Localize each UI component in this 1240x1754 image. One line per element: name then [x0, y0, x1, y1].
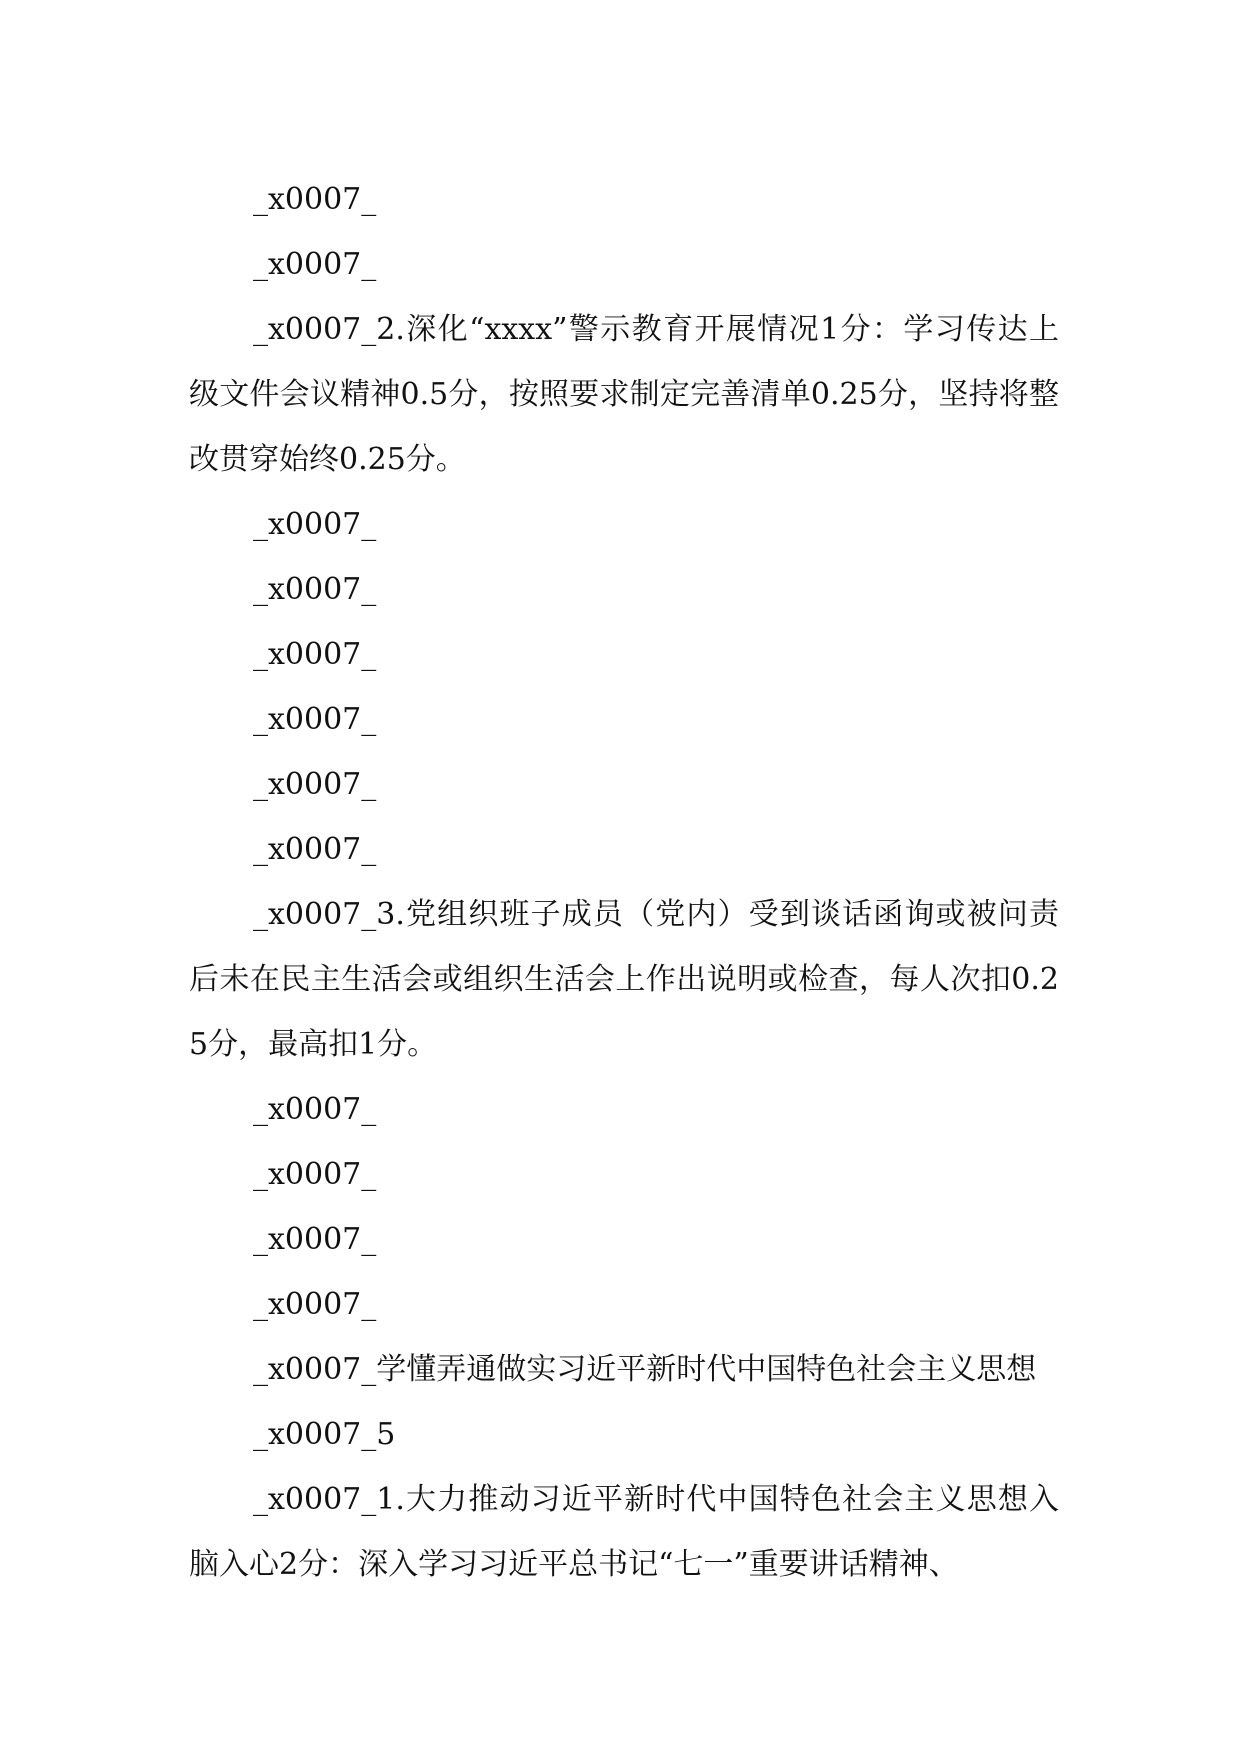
paragraph: _x0007_ [253, 767, 377, 802]
paragraph: _x0007_ [253, 702, 377, 737]
paragraph: _x0007_ [253, 1157, 377, 1192]
paragraph: _x0007_ [253, 1222, 377, 1257]
paragraph: _x0007_5 [253, 1417, 396, 1452]
paragraph: _x0007_ [253, 1092, 377, 1127]
paragraph: _x0007_ [253, 832, 377, 867]
document-body [189, 167, 1059, 1597]
paragraph: _x0007_ [253, 637, 377, 672]
paragraph: _x0007_ [253, 247, 377, 282]
paragraph: _x0007_3.党组织班子成员（党内）受到谈话函询或被问责后未在民主生活会或组织生活会上作出说明或检查，每人次扣0.25分，最高扣1分。 [189, 897, 1059, 1062]
paragraph: _x0007_ [253, 572, 377, 607]
paragraph: _x0007_1.大力推动习近平新时代中国特色社会主义思想入脑入心2分：深入学习习近平总书记“七一”重要讲话精神、 [189, 1482, 1059, 1582]
paragraph: _x0007_2.深化“xxxx”警示教育开展情况1分：学习传达上级文件会议精神0.5分，按照要求制定完善清单0.25分，坚持将整改贯穿始终0.25分。 [189, 312, 1059, 477]
paragraph: _x0007_ [253, 182, 377, 217]
paragraph: _x0007_ [253, 1287, 377, 1322]
paragraph: _x0007_ [253, 507, 377, 542]
paragraph: _x0007_学懂弄通做实习近平新时代中国特色社会主义思想 [253, 1352, 1037, 1387]
